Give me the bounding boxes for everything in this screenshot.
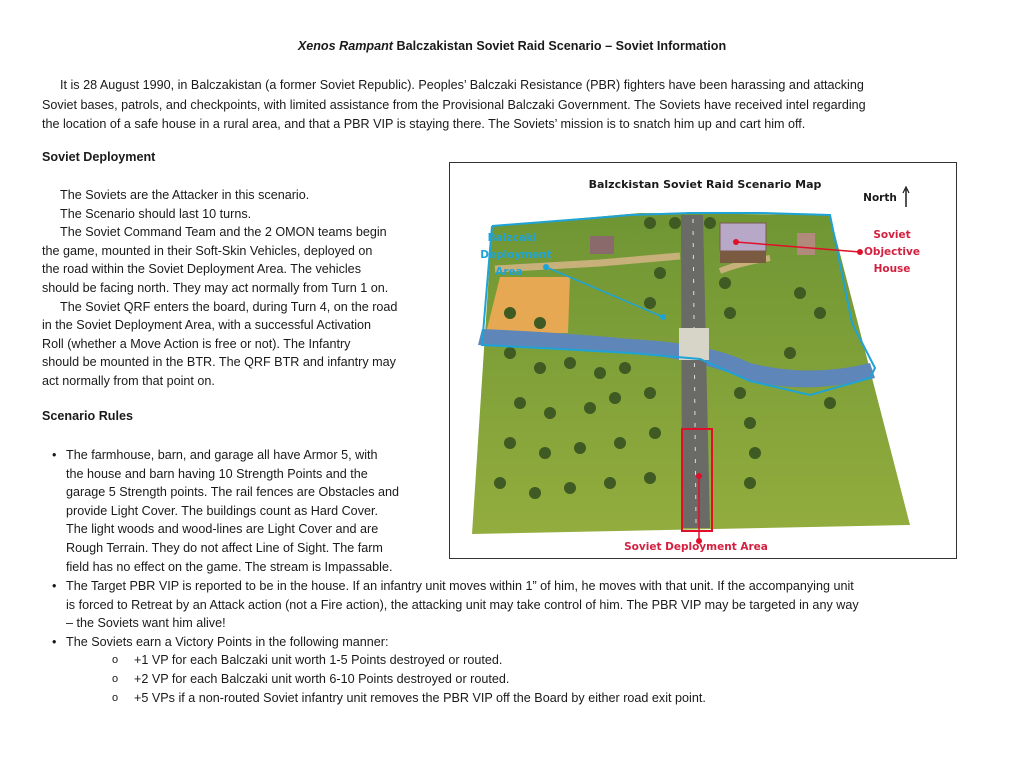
tree <box>544 407 556 419</box>
deployment-line <box>42 372 442 391</box>
title-game-name: Xenos Rampant <box>297 39 394 53</box>
tree <box>749 447 761 459</box>
intro-line: Soviet bases, patrols, and checkpoints, with limited assistance from the Provisional Balczaki Government. The Soviets have received intel regarding <box>42 97 866 112</box>
deployment-line <box>42 205 442 224</box>
intro-paragraph <box>42 76 982 135</box>
tree <box>669 217 681 229</box>
deployment-line <box>42 242 442 261</box>
tree <box>719 277 731 289</box>
map-title: Balzckistan Soviet Raid Scenario Map <box>588 178 822 191</box>
title-scenario: Balczakistan Soviet Raid Scenario – Soviet Information <box>393 39 727 53</box>
rule-line: is forced to Retreat by an Attack action (not a Fire action), the attacking unit may take control of him. The PBR VIP may be targeted in any way <box>66 597 859 612</box>
deployment-line-text: in the Soviet Deployment Area, with a successful Activation <box>42 318 372 333</box>
intro-line <box>42 76 982 96</box>
rule-line: The Soviets earn a Victory Points in the following manner: <box>66 634 389 649</box>
farmhouse <box>720 223 766 251</box>
objective-label-line: Objective <box>864 246 920 258</box>
rule-bullet-vip <box>42 577 992 633</box>
tree <box>784 347 796 359</box>
rule-bullet-body <box>42 446 442 576</box>
deployment-line <box>42 335 442 354</box>
document-title <box>0 39 1024 53</box>
garage <box>797 233 815 255</box>
vp-item-text: +1 VP for each Balczaki unit worth 1-5 Points destroyed or routed. <box>134 653 503 668</box>
deployment-line <box>42 279 442 298</box>
tree <box>504 307 516 319</box>
tree <box>574 442 586 454</box>
tree <box>594 367 606 379</box>
intro-line-text: It is 28 August 1990, in Balczakistan (a former Soviet Republic). Peoples’ Balczaki Resistance (PBR) fighters have been harassing and attacking <box>60 78 864 92</box>
tree <box>744 477 756 489</box>
north-arrow-icon <box>903 187 909 207</box>
tree <box>794 287 806 299</box>
deployment-line <box>42 260 442 279</box>
deployment-line-text: should be mounted in the BTR. The QRF BTR and infantry may <box>42 355 396 370</box>
balczaki-pointer-dot <box>660 314 666 320</box>
tree <box>644 297 656 309</box>
farm-field <box>486 277 570 333</box>
tree <box>644 217 656 229</box>
rule-line: provide Light Cover. The buildings count as Hard Cover. <box>66 503 378 518</box>
vp-item-text: +5 VPs if a non-routed Soviet infantry unit removes the PBR VIP off the Board by either road exit point. <box>134 690 706 705</box>
deployment-paragraph <box>42 186 442 391</box>
tree <box>619 362 631 374</box>
rule-line: – the Soviets want him alive! <box>66 616 226 631</box>
rule-bullets-continued <box>42 577 992 707</box>
deployment-line <box>42 353 442 372</box>
tree <box>604 477 616 489</box>
tree <box>564 482 576 494</box>
tree <box>654 267 666 279</box>
tree <box>644 387 656 399</box>
intro-line: the location of a safe house in a rural area, and that a PBR VIP is staying there. The Soviets’ mission is to snatch him up and cart him off. <box>42 117 806 131</box>
deployment-line-text: The Soviets are the Attacker in this scenario. <box>60 188 310 202</box>
sub-bullet-icon: o <box>112 672 119 685</box>
deployment-line-text: The Scenario should last 10 turns. <box>60 206 252 221</box>
rule-bullet-buildings <box>42 446 442 576</box>
rule-bullet-victory <box>42 633 992 652</box>
bullet-icon: • <box>52 579 57 593</box>
objective-label-line: Soviet <box>873 229 911 241</box>
deployment-line-text: Roll (whether a Move Action is free or not). The Infantry <box>42 336 351 351</box>
vp-item <box>42 670 992 689</box>
rule-line: The farmhouse, barn, and garage all have Armor 5, with <box>66 448 378 462</box>
tree <box>704 217 716 229</box>
deployment-line-text: the game, mounted in their Soft-Skin Vehicles, deployed on <box>42 243 373 258</box>
objective-label-line: House <box>873 263 911 275</box>
tree <box>534 362 546 374</box>
rule-line: The light woods and wood-lines are Light Cover and are <box>66 522 379 537</box>
sub-bullet-icon: o <box>112 654 119 667</box>
vp-item-text: +2 VP for each Balczaki unit worth 6-10 Points destroyed or routed. <box>134 671 510 686</box>
deployment-line-text: The Soviet QRF enters the board, during Turn 4, on the road <box>60 299 398 314</box>
bridge <box>679 328 709 360</box>
balczaki-label-line: Area <box>495 266 523 278</box>
tree <box>494 477 506 489</box>
tree <box>614 437 626 449</box>
tree <box>644 472 656 484</box>
tree <box>724 307 736 319</box>
deployment-heading: Soviet Deployment <box>42 150 156 164</box>
tree <box>824 397 836 409</box>
tree <box>534 317 546 329</box>
bullet-icon: • <box>52 634 57 649</box>
tree <box>734 387 746 399</box>
tree <box>744 417 756 429</box>
rule-line: field has no effect on the game. The stream is Impassable. <box>66 559 393 574</box>
vp-item <box>42 689 992 708</box>
balczaki-label-line: Balzcaki <box>487 232 537 244</box>
map-figure <box>450 163 957 559</box>
soviet-deployment-label: Soviet Deployment Area <box>624 541 768 553</box>
rule-line: Rough Terrain. They do not affect Line of Sight. The farm <box>66 540 383 555</box>
farmhouse-wall <box>720 251 766 263</box>
balczaki-pointer-dot <box>543 264 549 270</box>
sub-bullet-icon: o <box>112 691 119 704</box>
deployment-line <box>42 223 442 242</box>
tree <box>564 357 576 369</box>
deployment-line-text: the road within the Soviet Deployment Area. The vehicles <box>42 262 361 277</box>
deployment-line <box>42 316 442 335</box>
scenario-map <box>449 162 957 559</box>
tree <box>529 487 541 499</box>
rule-line: the house and barn having 10 Strength Points and the <box>66 466 368 481</box>
deployment-line-text: act normally from that point on. <box>42 373 215 388</box>
tree <box>649 427 661 439</box>
rule-line: garage 5 Strength points. The rail fences are Obstacles and <box>66 485 400 500</box>
objective-pointer-dot <box>733 239 739 245</box>
objective-pointer-dot <box>857 249 863 255</box>
rules-heading: Scenario Rules <box>42 409 133 423</box>
vp-item <box>42 651 992 670</box>
bullet-icon: • <box>52 448 57 462</box>
deployment-line-text: The Soviet Command Team and the 2 OMON teams begin <box>60 225 387 240</box>
tree <box>584 402 596 414</box>
tree <box>814 307 826 319</box>
tree <box>609 392 621 404</box>
soviet-pointer-dot <box>696 473 702 479</box>
barn <box>590 236 614 254</box>
rule-line: The Target PBR VIP is reported to be in the house. If an infantry unit moves within 1” of him, he moves with that unit. If the accompanying unit <box>66 579 854 593</box>
tree <box>539 447 551 459</box>
tree <box>504 437 516 449</box>
deployment-line-text: should be facing north. They may act normally from Turn 1 on. <box>42 280 389 295</box>
deployment-line <box>42 298 442 317</box>
tree <box>504 347 516 359</box>
balczaki-label-line: Deployment <box>480 249 552 261</box>
north-label: North <box>863 192 897 204</box>
deployment-line <box>42 186 442 205</box>
tree <box>514 397 526 409</box>
